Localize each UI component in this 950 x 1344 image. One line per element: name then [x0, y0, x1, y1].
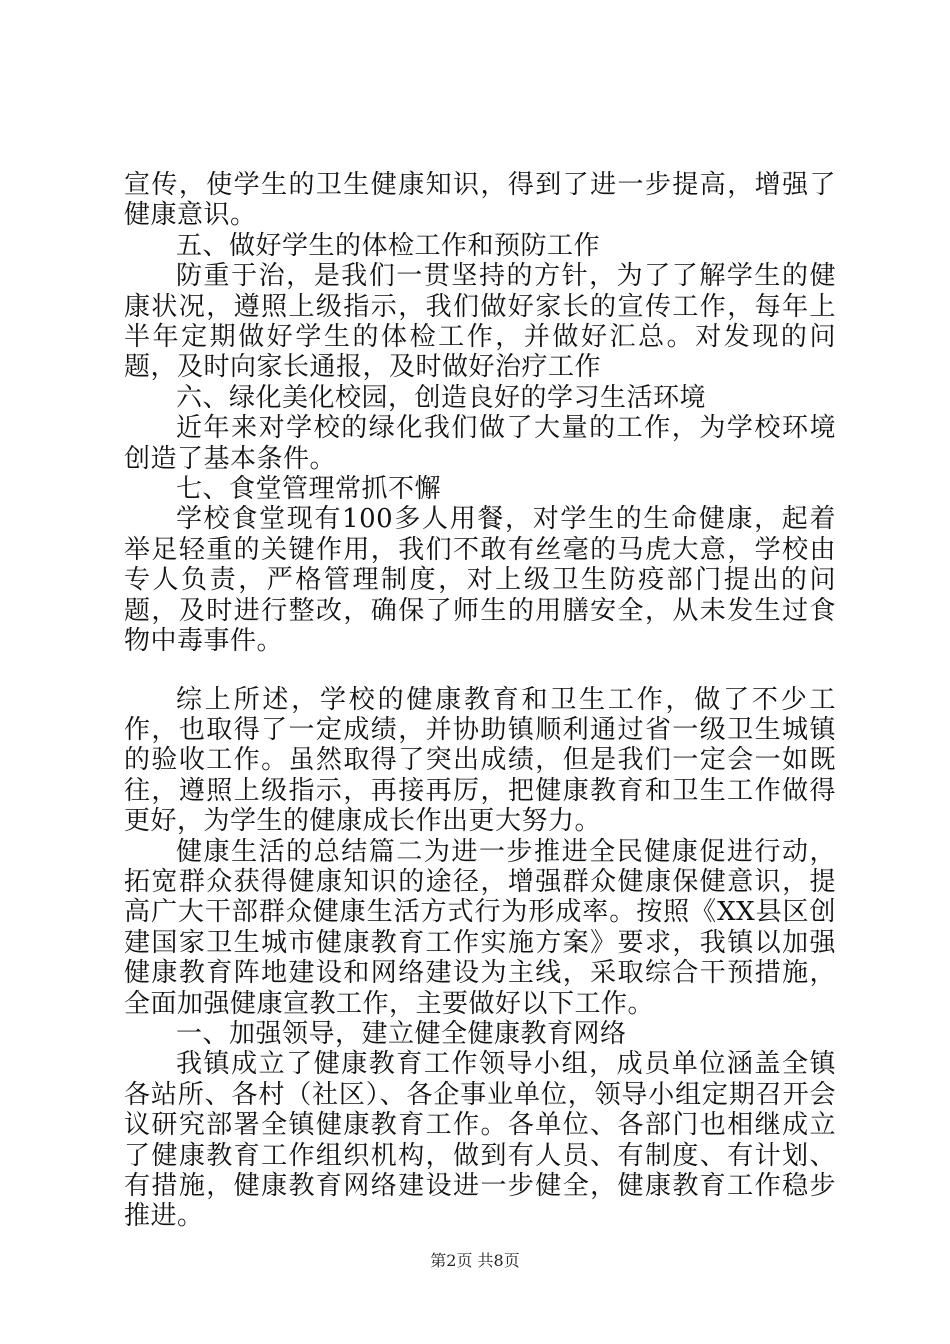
paragraph-network: 我镇成立了健康教育工作领导小组，成员单位涵盖全镇各站所、各村（社区）、各企事业单位，领导小组定期召开会议研究部署全镇健康教育工作。各单位、各部门也相继成立了健康教育工作组织机构，做到有人员、有制度、有计划、有措施，健康教育网络建设进一步健全，健康教育工作稳步推进。: [124, 1049, 836, 1232]
section-heading-7: 七、食堂管理常抓不懈: [176, 474, 442, 505]
section-heading-1: 一、加强领导，建立健全健康教育网络: [176, 1018, 627, 1049]
paragraph-summary: 综上所述，学校的健康教育和卫生工作，做了不少工作，也取得了一定成绩，并协助镇顺利通过省一级卫生城镇的验收工作。虽然取得了突出成绩，但是我们一定会一如既往，遵照上级指示，再接再厉，把健康教育和卫生工作做得更好，为学生的健康成长作出更大努力。: [124, 684, 836, 837]
paragraph-part-two-intro: 健康生活的总结篇二为进一步推进全民健康促进行动，拓宽群众获得健康知识的途径，增强群众健康保健意识，提高广大干部群众健康生活方式行为形成率。按照《XX县区创建国家卫生城市健康教育工作实施方案》要求，我镇以加强健康教育阵地建设和网络建设为主线，采取综合干预措施，全面加强健康宣教工作，主要做好以下工作。: [124, 836, 836, 1019]
document-body: [124, 170, 836, 1232]
section-heading-6: 六、绿化美化校园，创造良好的学习生活环境: [176, 382, 707, 413]
page-number-footer: 第2页 共8页: [430, 1251, 520, 1270]
paragraph-health-checkup: 防重于治，是我们一贯坚持的方针，为了了解学生的健康状况，遵照上级指示，我们做好家长的宣传工作，每年上半年定期做好学生的体检工作，并做好汇总。对发现的问题，及时向家长通报，及时做好治疗工作: [124, 261, 836, 383]
paragraph-greening: 近年来对学校的绿化我们做了大量的工作，为学校环境创造了基本条件。: [124, 413, 836, 474]
paragraph-continuation: 宣传，使学生的卫生健康知识，得到了进一步提高，增强了健康意识。: [124, 170, 836, 231]
section-heading-5: 五、做好学生的体检工作和预防工作: [176, 230, 601, 261]
paragraph-canteen: 学校食堂现有100多人用餐，对学生的生命健康，起着举足轻重的关键作用，我们不敢有丝毫的马虎大意，学校由专人负责，严格管理制度，对上级卫生防疫部门提出的问题，及时进行整改，确保了师生的用膳安全，从未发生过食物中毒事件。: [124, 504, 836, 657]
